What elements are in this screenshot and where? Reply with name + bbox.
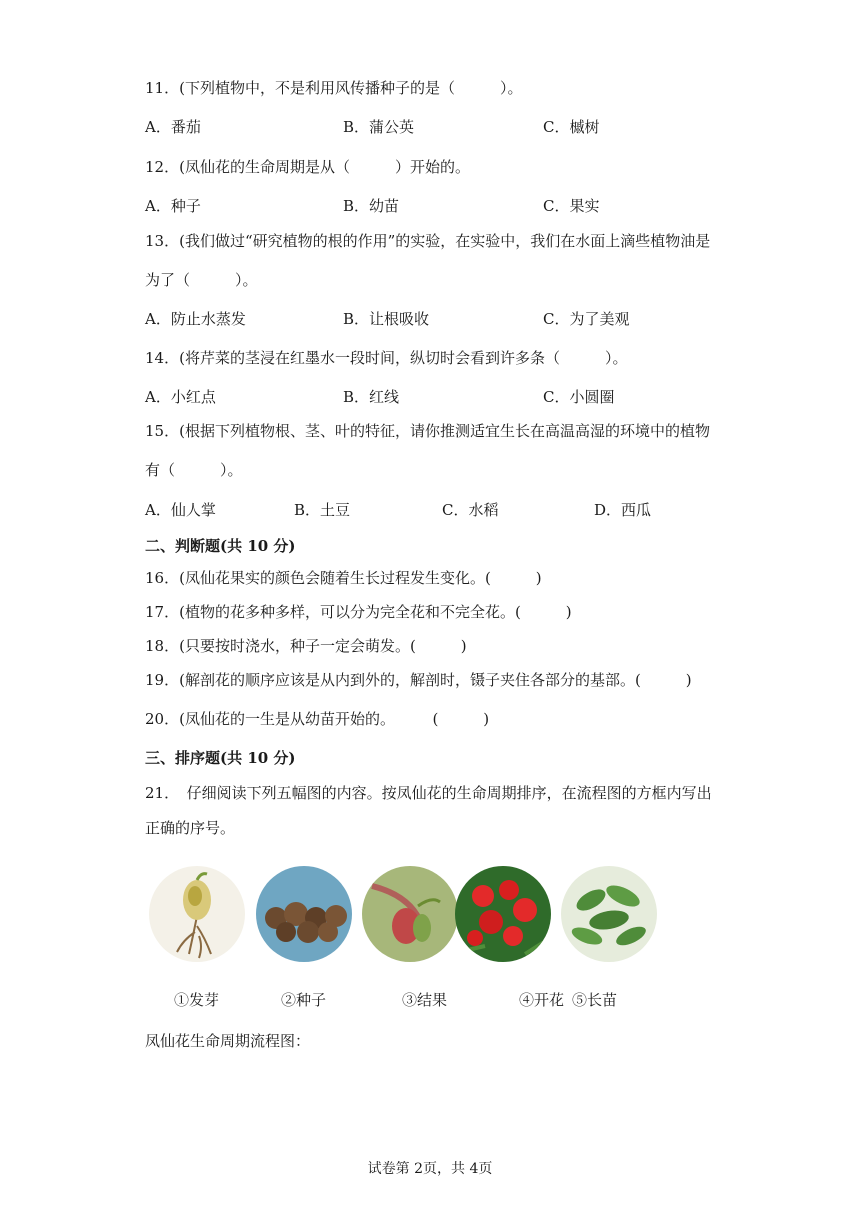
question-12-stem: 12．(凤仙花的生命周期是从（ ）开始的。	[145, 158, 470, 176]
q15-option-d: D．西瓜	[594, 501, 652, 519]
q14-option-b: B．红线	[343, 388, 400, 406]
question-18: 18．(只要按时浇水，种子一定会萌发。( )	[145, 637, 467, 655]
question-13-stem-line2: 为了（ ）。	[145, 271, 258, 289]
q12-option-b: B．幼苗	[343, 197, 400, 215]
caption-germination: ①发芽	[174, 991, 220, 1009]
fruit-image	[362, 866, 458, 962]
q11-option-c: C．槭树	[543, 118, 600, 136]
flowchart-label: 凤仙花生命周期流程图：	[145, 1032, 311, 1050]
caption-fruit: ③结果	[402, 991, 448, 1009]
seedling-image	[561, 866, 657, 962]
question-13-stem-line1: 13．(我们做过“研究植物的根的作用”的实验，在实验中，我们在水面上滴些植物油是	[145, 232, 711, 250]
q14-option-c: C．小圆圈	[543, 388, 615, 406]
q11-option-b: B．蒲公英	[343, 118, 415, 136]
question-16: 16．(凤仙花果实的颜色会随着生长过程发生变化。( )	[145, 569, 542, 587]
seeds-image	[256, 866, 352, 962]
q15-option-a: A．仙人掌	[145, 501, 216, 519]
section-2-title: 二、判断题(共 10 分)	[145, 537, 296, 555]
question-11-stem: 11．(下列植物中，不是利用风传播种子的是（ ）。	[145, 79, 523, 97]
q12-option-c: C．果实	[543, 197, 600, 215]
flowers-image	[455, 866, 551, 962]
question-21-line1: 21． 仔细阅读下列五幅图的内容。按凤仙花的生命周期排序，在流程图的方框内写出	[145, 784, 712, 802]
question-14-stem: 14．(将芹菜的茎浸在红墨水一段时间，纵切时会看到许多条（ ）。	[145, 349, 628, 367]
question-21-line2: 正确的序号。	[145, 819, 236, 837]
q11-option-a: A．番茄	[145, 118, 201, 136]
question-17: 17．(植物的花多种多样，可以分为完全花和不完全花。( )	[145, 603, 572, 621]
question-20: 20．(凤仙花的一生是从幼苗开始的。 ( )	[145, 710, 490, 728]
q13-option-b: B．让根吸收	[343, 310, 430, 328]
caption-flowering: ④开花	[519, 991, 565, 1009]
question-15-stem-line2: 有（ ）。	[145, 461, 243, 479]
q13-option-c: C．为了美观	[543, 310, 630, 328]
caption-seeds: ②种子	[281, 991, 327, 1009]
q15-option-c: C．水稻	[442, 501, 499, 519]
q15-option-b: B．土豆	[294, 501, 351, 519]
section-3-title: 三、排序题(共 10 分)	[145, 749, 296, 767]
caption-seedling: ⑤长苗	[572, 991, 618, 1009]
page-footer: 试卷第 2页，共 4页	[367, 1161, 493, 1177]
question-19: 19．(解剖花的顺序应该是从内到外的，解剖时，镊子夹住各部分的基部。( )	[145, 671, 692, 689]
q14-option-a: A．小红点	[145, 388, 216, 406]
germination-image	[149, 866, 245, 962]
q13-option-a: A．防止水蒸发	[145, 310, 246, 328]
question-15-stem-line1: 15．(根据下列植物根、茎、叶的特征，请你推测适宜生长在高温高湿的环境中的植物	[145, 422, 710, 440]
q12-option-a: A．种子	[145, 197, 201, 215]
